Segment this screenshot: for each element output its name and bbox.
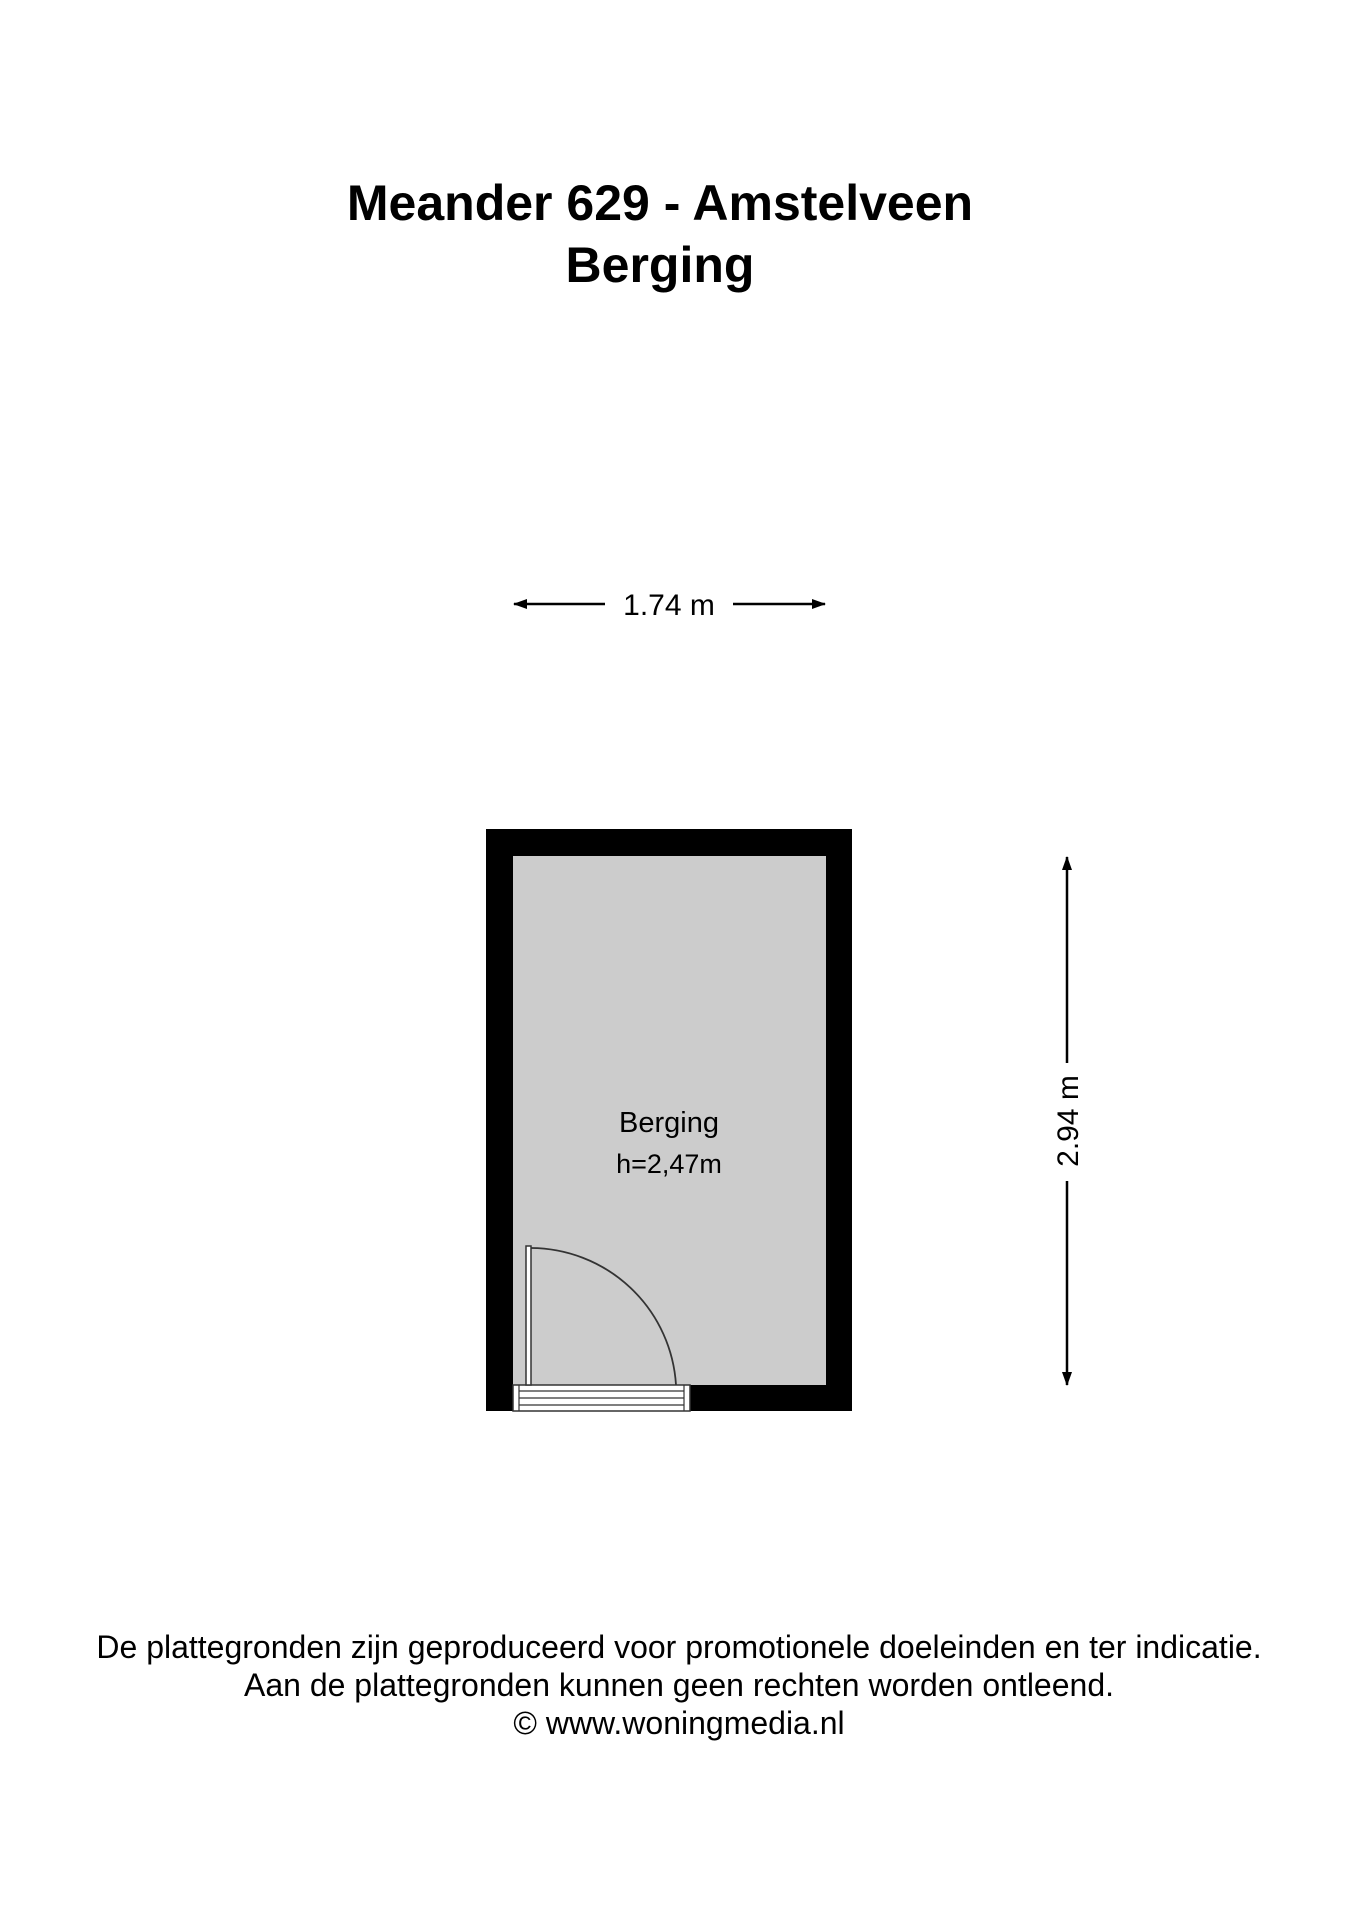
copyright-text: © www.woningmedia.nl <box>513 1705 845 1741</box>
door-leaf <box>526 1246 531 1385</box>
page-title: Meander 629 - Amstelveen <box>346 175 974 231</box>
disclaimer-line-2: Aan de plattegronden kunnen geen rechten worden ontleend. <box>243 1667 1114 1703</box>
room-name: Berging <box>619 1107 719 1139</box>
page-subtitle: Berging <box>565 237 755 293</box>
width-dimension <box>514 589 825 622</box>
length-dimension-label: 2.94 m <box>1052 1075 1085 1167</box>
footer <box>0 1628 1358 1742</box>
room-height: h=2,47m <box>616 1149 722 1179</box>
disclaimer-line-1: De plattegronden zijn geproduceerd voor promotionele doeleinden en ter indicatie. <box>96 1629 1262 1665</box>
width-dimension-label: 1.74 m <box>623 589 715 622</box>
length-dimension <box>1052 857 1085 1385</box>
door-threshold <box>513 1385 690 1411</box>
